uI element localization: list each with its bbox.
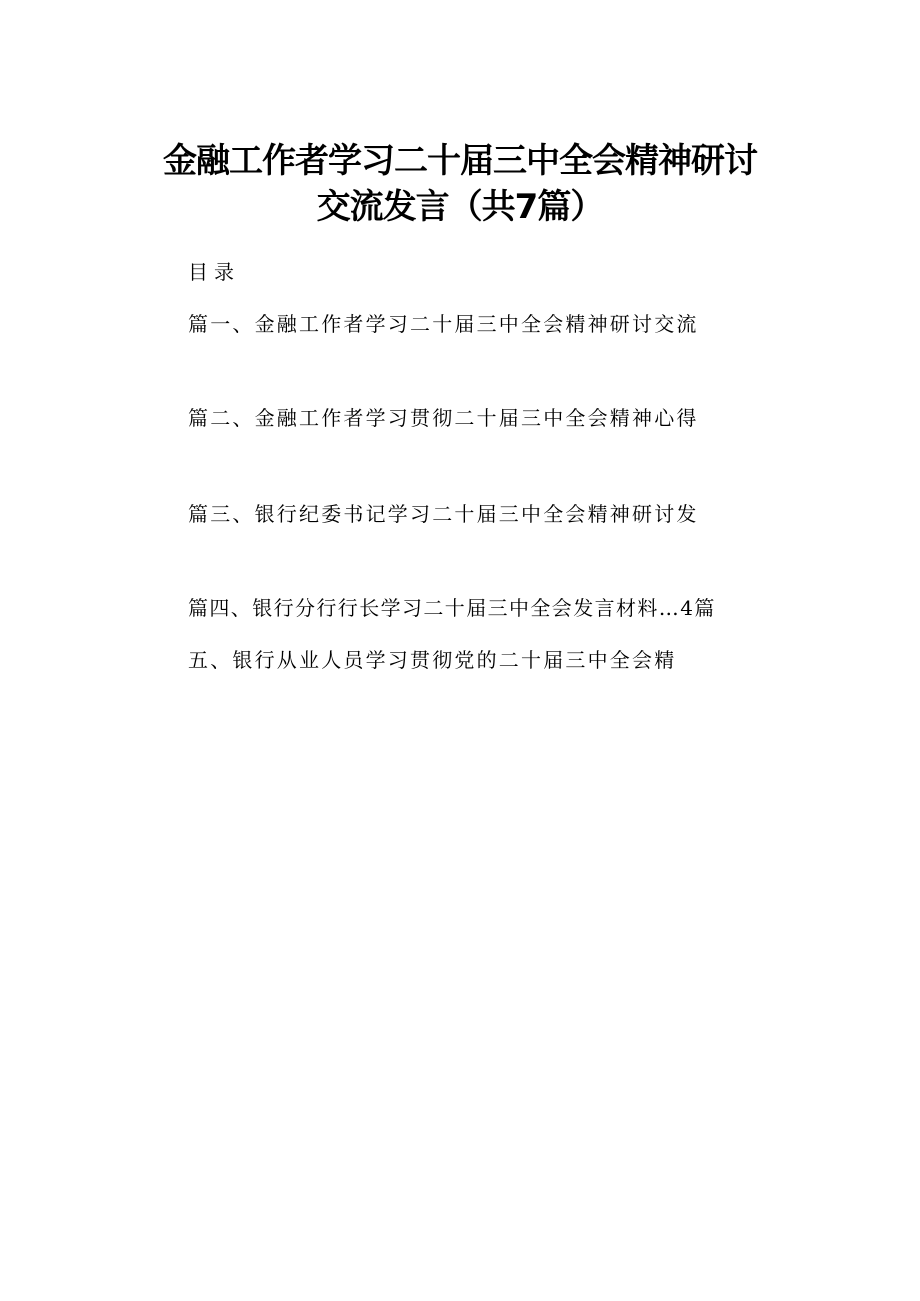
toc-heading: 目录 (188, 260, 240, 284)
title-line-2: 交流发言（共7篇） (316, 187, 604, 227)
document-title (0, 138, 920, 230)
toc-item: 篇一、金融工作者学习二十届三中全会精神研讨交流 (188, 312, 699, 336)
title-line-1: 金融工作者学习二十届三中全会精神研讨 (163, 141, 757, 181)
toc-item: 篇四、银行分行行长学习二十届三中全会发言材料…4篇 (188, 596, 716, 620)
toc-item: 篇三、银行纪委书记学习二十届三中全会精神研讨发 (188, 502, 699, 526)
toc-item: 篇二、金融工作者学习贯彻二十届三中全会精神心得 (188, 406, 699, 430)
toc-item: 五、银行从业人员学习贯彻党的二十届三中全会精 (188, 648, 677, 672)
